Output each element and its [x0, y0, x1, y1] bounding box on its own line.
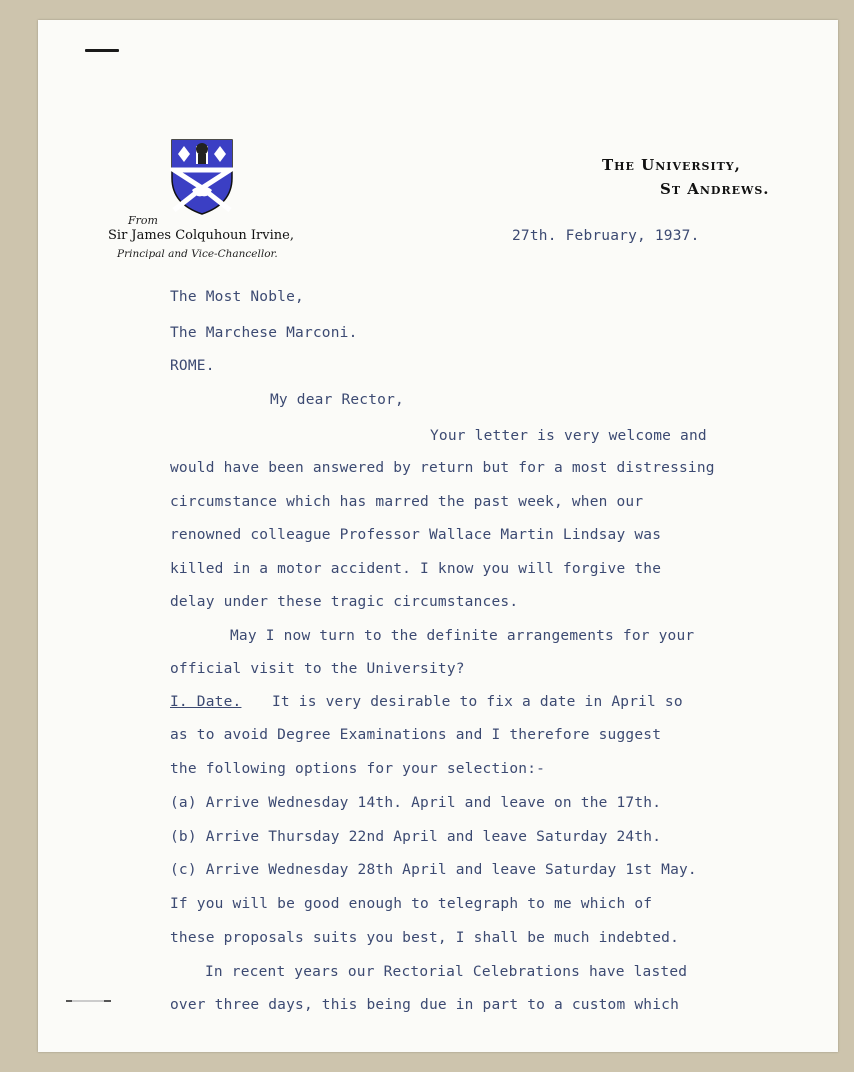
- body-line: the following options for your selection:-: [170, 761, 546, 777]
- body-line: delay under these tragic circumstances.: [170, 594, 519, 610]
- staple-mark-bottom: [66, 1000, 111, 1002]
- body-line: would have been answered by return but for a most distressing: [170, 460, 715, 476]
- body-line: If you will be good enough to telegraph to me which of: [170, 896, 653, 912]
- option-line: (b) Arrive Thursday 22nd April and leave Saturday 24th.: [170, 829, 662, 845]
- body-line: official visit to the University?: [170, 661, 465, 677]
- from-label: From: [128, 214, 158, 227]
- body-line: renowned colleague Professor Wallace Martin Lindsay was: [170, 527, 662, 543]
- body-line: killed in a motor accident. I know you will forgive the: [170, 561, 662, 577]
- institution-name: The University,: [602, 156, 741, 174]
- option-line: (a) Arrive Wednesday 14th. April and leave on the 17th.: [170, 795, 662, 811]
- university-crest-icon: [170, 138, 234, 216]
- body-line: these proposals suits you best, I shall be much indebted.: [170, 930, 679, 946]
- recipient-line: The Marchese Marconi.: [170, 325, 358, 341]
- letter-date: 27th. February, 1937.: [512, 228, 700, 244]
- body-line: circumstance which has marred the past week, when our: [170, 494, 644, 510]
- institution-town: St Andrews.: [660, 180, 770, 198]
- body-line: May I now turn to the definite arrangements for your: [230, 628, 695, 644]
- option-line: (c) Arrive Wednesday 28th April and leave Saturday 1st May.: [170, 862, 697, 878]
- recipient-line: ROME.: [170, 358, 215, 374]
- section-heading-date: I. Date.: [170, 694, 242, 710]
- recipient-line: The Most Noble,: [170, 289, 304, 305]
- body-line: Your letter is very welcome and: [430, 428, 707, 444]
- sender-name: Sir James Colquhoun Irvine,: [108, 228, 294, 243]
- body-line: In recent years our Rectorial Celebrations have lasted: [205, 964, 688, 980]
- salutation: My dear Rector,: [270, 392, 404, 408]
- body-line: as to avoid Degree Examinations and I therefore suggest: [170, 727, 662, 743]
- staple-mark-top: [85, 49, 119, 52]
- body-line: It is very desirable to fix a date in April so: [272, 694, 683, 710]
- body-line: over three days, this being due in part to a custom which: [170, 997, 679, 1013]
- sender-title: Principal and Vice-Chancellor.: [117, 248, 278, 260]
